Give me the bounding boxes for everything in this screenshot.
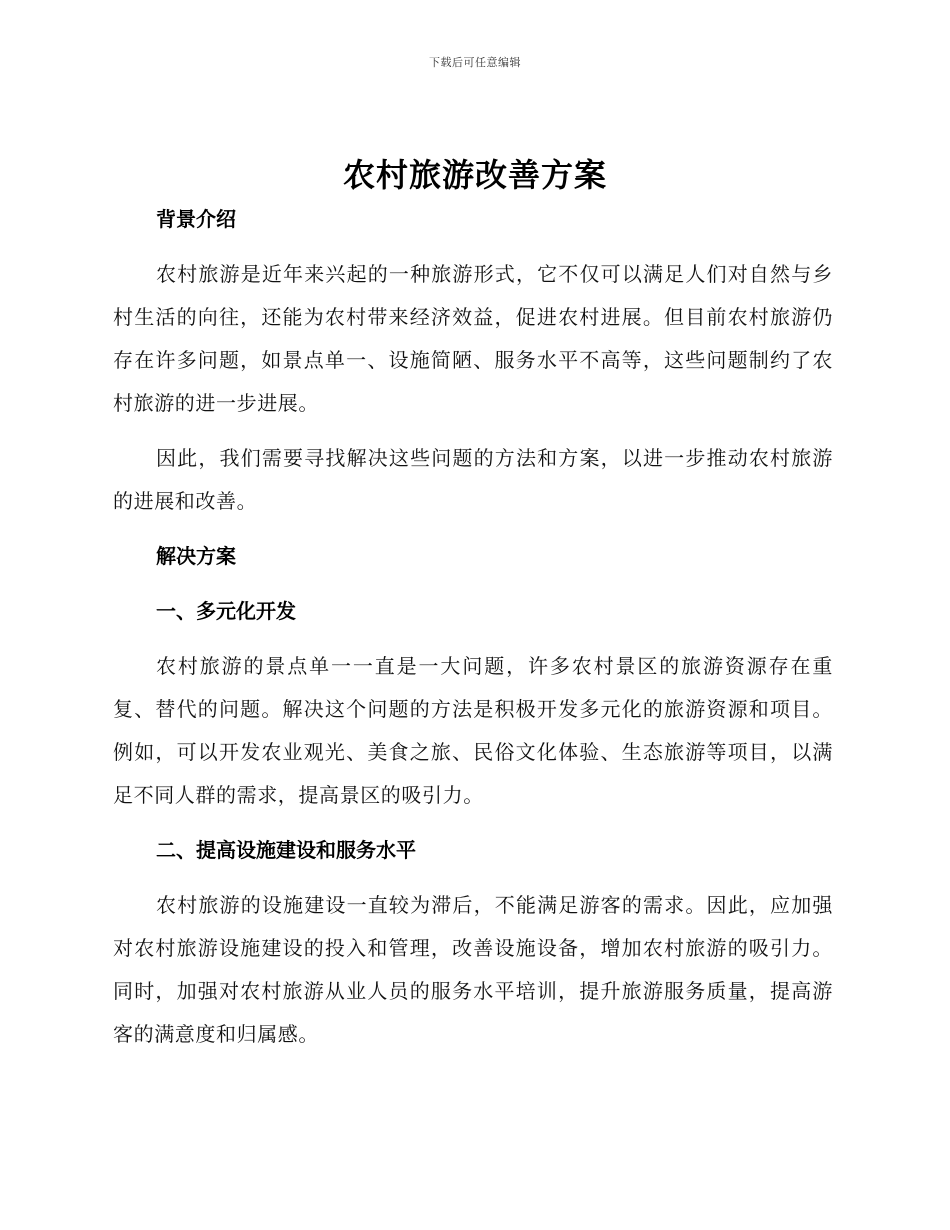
paragraph-background-1: 农村旅游是近年来兴起的一种旅游形式，它不仅可以满足人们对自然与乡村生活的向往，还能为农村带来经济效益，促进农村进展。但目前农村旅游仍存在许多问题，如景点单一、设施简陋、服务水平不高等，这些问题制约了农村旅游的进一步进展。 [113,262,833,415]
subsection-heading-diversified-development: 一、多元化开发 [156,599,296,623]
paragraph-diversified-development: 农村旅游的景点单一一直是一大问题，许多农村景区的旅游资源存在重复、替代的问题。解决这个问题的方法是积极开发多元化的旅游资源和项目。例如，可以开发农业观光、美食之旅、民俗文化体验、生态旅游等项目，以满足不同人群的需求，提高景区的吸引力。 [113,654,833,807]
paragraph-facilities-service: 农村旅游的设施建设一直较为滞后，不能满足游客的需求。因此，应加强对农村旅游设施建设的投入和管理，改善设施设备，增加农村旅游的吸引力。同时，加强对农村旅游从业人员的服务水平培训，提升旅游服务质量，提高游客的满意度和归属感。 [113,893,833,1046]
header-note: 下载后可任意编辑 [429,56,521,69]
section-heading-solution: 解决方案 [156,544,236,568]
document-title: 农村旅游改善方案 [342,156,607,194]
paragraph-background-2: 因此，我们需要寻找解决这些问题的方法和方案，以进一步推动农村旅游的进展和改善。 [113,446,833,513]
section-heading-background: 背景介绍 [156,207,236,231]
subsection-heading-facilities-service: 二、提高设施建设和服务水平 [156,838,416,862]
document-body [113,198,833,1068]
